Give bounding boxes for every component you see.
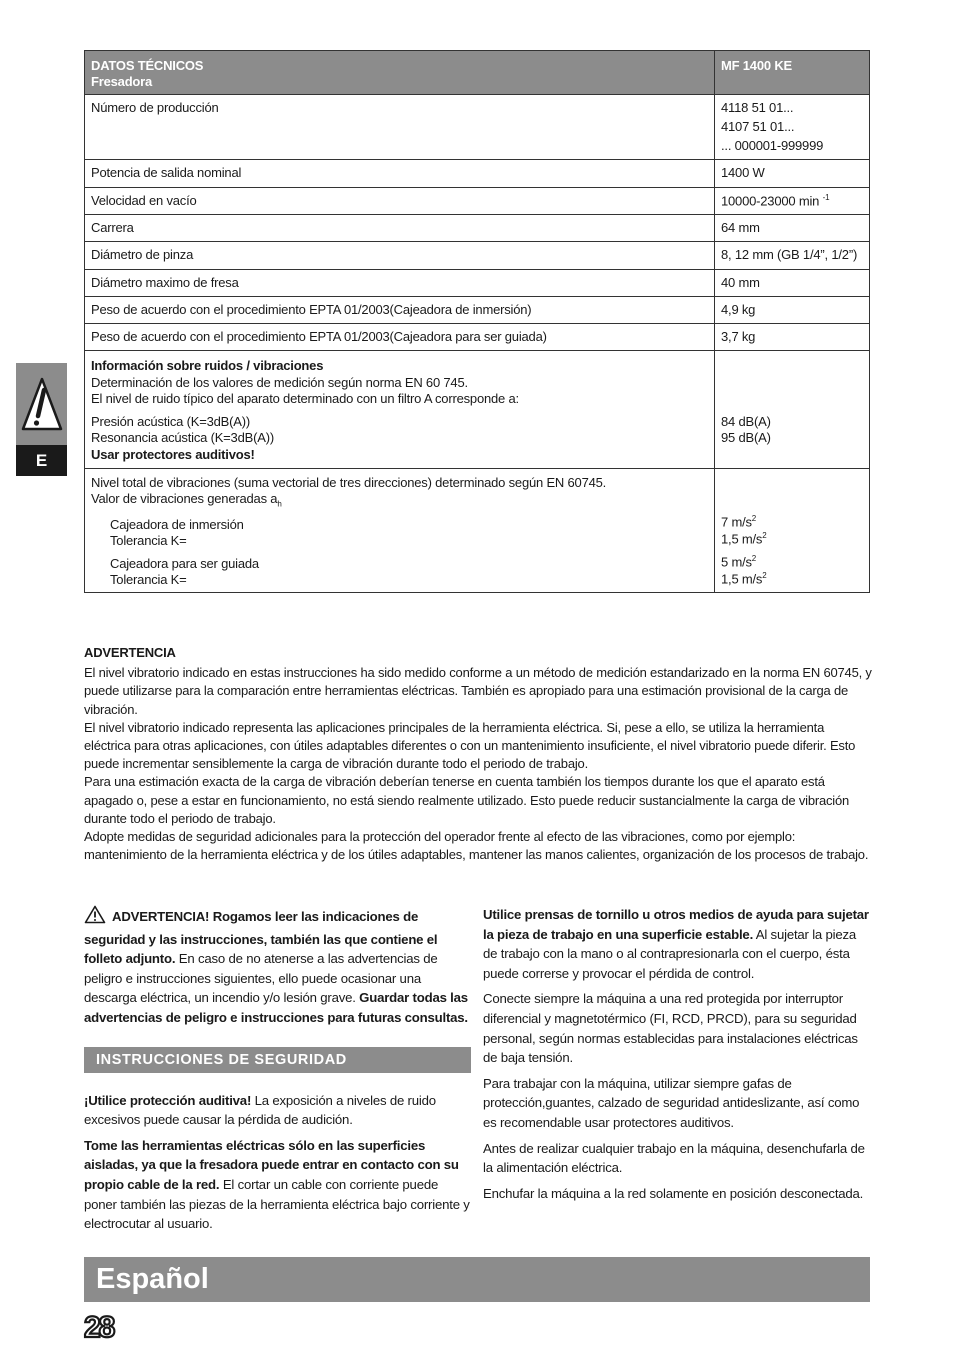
row-label: Peso de acuerdo con el procedimiento EPTA 01/2003(Cajeadora para ser guiada) (85, 324, 715, 351)
advertencia-paragraph: Para una estimación exacta de la carga de vibración deberían tenerse en cuenta también los tiempos durante los que el aparato está apagado o, pese a estar en funcionamiento, no está siendo realmente utilizado. Esto puede reducir sustancialmente la carga de vibración durante todo el periodo de trabajo. (84, 774, 850, 826)
table-header-title-cell (85, 51, 715, 95)
table-title: DATOS TÉCNICOS (91, 58, 204, 73)
advertencia-paragraph: El nivel vibratorio indicado representa las aplicaciones principales de la herramienta eléctrica. Si, pese a ello, se utiliza la herramienta eléctrica para otras aplicaciones, con útiles adaptables diferentes o con un mantenimiento insuficiente, el nivel vibratorio puede diferir. Esto puede incrementar sensiblemente la carga de vibración durante todo el periodo de trabajo. (84, 719, 856, 772)
noise-title: Información sobre ruidos / vibraciones (91, 358, 324, 374)
plunge-router-label: Cajeadora de inmersión (110, 516, 244, 532)
product-number-range: ... 000001-999999 (721, 138, 824, 153)
noise-info-cell (85, 351, 715, 469)
table-row-vibration (85, 468, 870, 592)
row-label: Carrera (85, 215, 715, 242)
warning-bold-text: ADVERTENCIA! Rogamos leer las indicaciones de seguridad y las instrucciones, también las que contiene el folleto adjunto. (84, 909, 438, 967)
insulated-surfaces-paragraph: Tome las herramientas eléctricas sólo en las superficies aisladas, ya que la fresadora puede entrar en contacto con su propio cable de la red. El cortar un cable con corriente puede poner también las piezas de la herramienta eléctrica bajo corriente y electrocutar al usuario. (84, 1137, 470, 1232)
advertencia-paragraph: El nivel vibratorio indicado en estas instrucciones ha sido medido conforme a un método de medición estandarizado en la norma EN 60745, y puede utilizarse para la comparación entre herramientas eléctricas. También es apropiado para una estimación provisional de la carga de vibración. (84, 665, 872, 717)
advertencia-paragraph: Adopte medidas de seguridad adicionales para la protección del operador frente al efecto de las vibraciones, como por ejemplo: mantenimiento de la herramienta eléctrica y de los útiles adaptables, mantener las manos calientes, organización de los procesos de trabajo. (84, 829, 869, 863)
advertencia-section (84, 644, 874, 864)
language-side-tab (16, 363, 67, 476)
table-header-model-cell (715, 51, 870, 95)
table-row (85, 160, 870, 187)
plunge-tolerance-label: Tolerancia K= (110, 532, 187, 548)
vibration-values-cell: 7 $m/s^2$ 1,5 $m/s^2$ 5 $m/s^2$ 1,5 $m/s^2$ (715, 468, 870, 592)
row-label: Potencia de salida nominal (85, 160, 715, 187)
hearing-protection-paragraph: ¡Utilice protección auditiva! La exposición a niveles de ruido excesivos puede causar la pérdida de audición. (84, 1092, 436, 1128)
table-row-noise (85, 351, 870, 469)
table-subtitle: Fresadora (91, 74, 153, 90)
table-row (85, 324, 870, 351)
row-label: Velocidad en vacío (85, 187, 715, 215)
warning-icon (84, 905, 106, 930)
sound-pressure-value: 84 dB(A) (721, 414, 771, 430)
guided-router-label: Cajeadora para ser guiada (110, 556, 259, 572)
technical-data-table (84, 50, 870, 593)
sound-power-value: 95 dB(A) (721, 430, 771, 446)
warning-triangle-icon (16, 363, 67, 445)
speed-value: 10000-23000 min (721, 192, 820, 208)
section-heading: INSTRUCCIONES DE SEGURIDAD (84, 1047, 471, 1073)
language-letter: E (16, 445, 67, 476)
vibration-line-1: Nivel total de vibraciones (suma vectorial de tres direcciones) determinado según EN 60745. (91, 474, 607, 490)
row-value (715, 187, 870, 215)
row-label: Número de producción (85, 94, 715, 160)
table-header-row (85, 51, 870, 95)
vibration-line-2: Valor de vibraciones generadas a (91, 491, 278, 507)
table-row (85, 296, 870, 323)
row-value: 8, 12 mm (GB 1/4”, 1/2”) (715, 242, 870, 269)
right-column (483, 905, 872, 1209)
plunge-tolerance-value: 1,5 m/s (721, 531, 763, 547)
sound-power-label: Resonancia acústica (K=3dB(A)) (91, 430, 274, 446)
table-row (85, 215, 870, 242)
table-row (85, 187, 870, 215)
page-number: 28 (84, 1311, 114, 1344)
language-banner: Español (84, 1257, 870, 1302)
plunge-vibration-value: 7 m/s (721, 514, 752, 530)
row-value: 1400 W (715, 160, 870, 187)
speed-unit-exponent: -1 (822, 192, 830, 202)
noise-line-2: El nivel de ruido típico del aparato determinado con un filtro A corresponde a: (91, 390, 519, 406)
warning-bold-text-2: Guardar todas las advertencias de peligro e instrucciones para futuras consultas. (84, 990, 468, 1025)
row-label: Diámetro maximo de fresa (85, 269, 715, 296)
safety-warning-paragraph (84, 905, 471, 1028)
vibration-subscript: h (277, 499, 282, 509)
clamp-workpiece-paragraph: Utilice prensas de tornillo u otros medios de ayuda para sujetar la pieza de trabajo en una superficie estable. Al sujetar la pieza de trabajo con la mano o al contrapresionarla con el cuerpo, ésta puede correrse y provocar el pérdida de control. (483, 907, 869, 981)
table-row (85, 242, 870, 269)
guided-tolerance-label: Tolerancia K= (110, 572, 187, 588)
model-name: MF 1400 KE (721, 58, 792, 73)
product-number-1: 4118 51 01... (721, 99, 794, 115)
vibration-info-cell (85, 468, 715, 592)
rcd-paragraph: Conecte siempre la máquina a una red protegida por interruptor diferencial y magnetotérmico (FI, RCD, PRCD), para su seguridad personal, según normas establecidas para instalaciones eléctricas de baja tensión. (483, 991, 858, 1066)
hearing-protection-note: Usar protectores auditivos! (91, 446, 255, 462)
guided-tolerance-value: 1,5 m/s (721, 571, 763, 587)
row-value: 4,9 kg (715, 296, 870, 323)
row-value: 64 mm (715, 215, 870, 242)
row-label: Peso de acuerdo con el procedimiento EPTA 01/2003(Cajeadora de inmersión) (85, 296, 715, 323)
product-number-2: 4107 51 01... (721, 118, 795, 134)
guided-vibration-value: 5 m/s (721, 554, 752, 570)
row-label: Diámetro de pinza (85, 242, 715, 269)
table-row (85, 269, 870, 296)
table-row (85, 94, 870, 160)
noise-line-1: Determinación de los valores de medición según norma EN 60 745. (91, 374, 468, 390)
warning-text: En caso de no atenerse a las advertencias de peligro e instrucciones siguientes, ello puede ocasionar una descarga eléctrica, un incendio y/o lesión grave. (84, 951, 438, 1006)
left-column (84, 905, 471, 1240)
unplug-paragraph: Antes de realizar cualquier trabajo en la máquina, desenchufarla de la alimentación eléctrica. (483, 1140, 865, 1176)
noise-values-cell (715, 351, 870, 469)
row-value: 40 mm (715, 269, 870, 296)
protective-equipment-paragraph: Para trabajar con la máquina, utilizar siempre gafas de protección,guantes, calzado de seguridad antideslizante, así como es recomendable usar protectores auditivos. (483, 1075, 860, 1130)
row-value (715, 94, 870, 160)
advertencia-title: ADVERTENCIA (84, 645, 176, 660)
row-value: 3,7 kg (715, 324, 870, 351)
switch-off-paragraph: Enchufar la máquina a la red solamente en posición desconectada. (483, 1185, 864, 1201)
sound-pressure-label: Presión acústica (K=3dB(A)) (91, 414, 250, 430)
